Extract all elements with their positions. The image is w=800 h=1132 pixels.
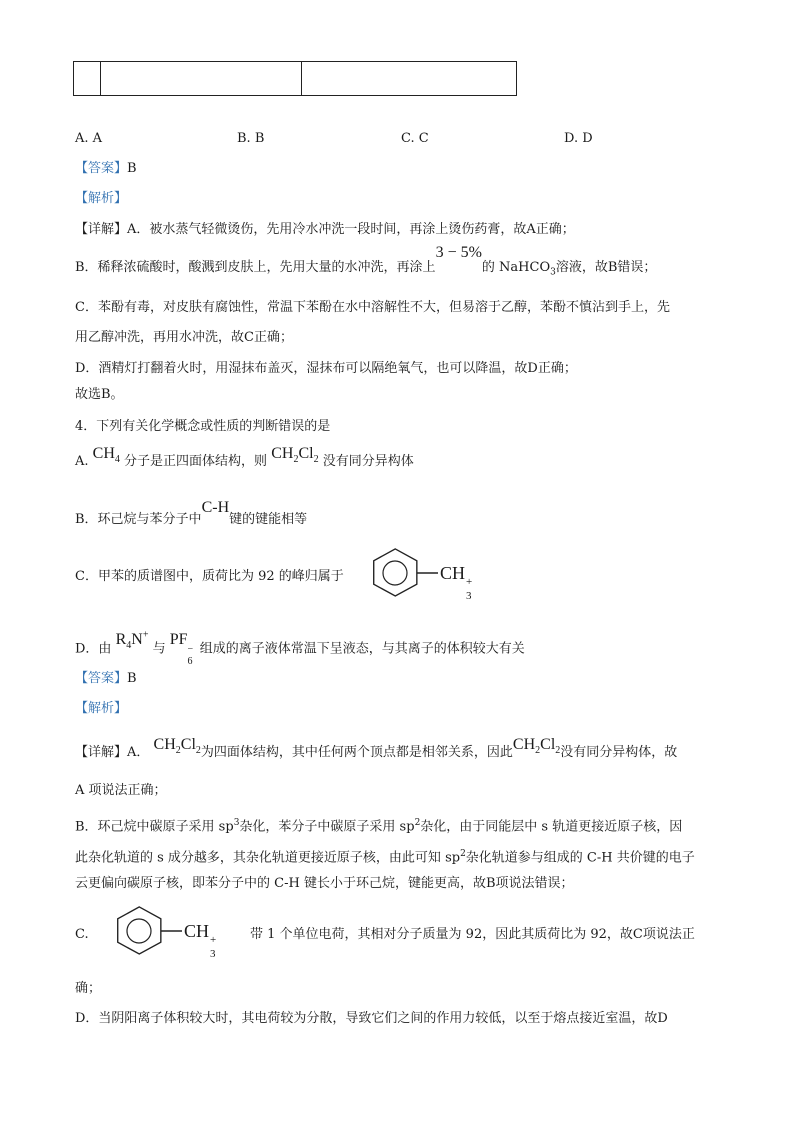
q3-line-c2: 用乙醇冲洗，再用水冲洗，故C正确； <box>75 330 293 345</box>
formula-text: R <box>115 631 127 649</box>
superscript: + <box>210 934 217 946</box>
option-letter: A. <box>75 454 89 469</box>
q3-line-b <box>75 244 657 282</box>
q4-explain-d: D．当阴阳离子体积较大时，其电荷较为分散，导致它们之间的作用力较低，以至于熔点接近室温，故D <box>75 1011 668 1026</box>
q4-explain-b1 <box>75 814 682 836</box>
explanation-text: 杂化轨道参与组成的 C-H 共价键的电子 <box>465 850 695 866</box>
formula-text: CH <box>271 445 294 462</box>
explanation-text: B．稀释浓硫酸时，酸溅到皮肤上，先用大量的水冲洗，再涂上 <box>75 260 436 275</box>
formula-text: CH <box>92 445 115 462</box>
formula-text: N <box>131 631 143 649</box>
q4-analysis-label: 【解析】 <box>75 701 128 716</box>
superscript: 3 <box>233 818 240 828</box>
explanation-text: 的 NaHCO <box>481 260 551 275</box>
formula-ch4 <box>92 445 120 466</box>
concentration-value: 3 − 5% <box>435 244 482 261</box>
option-text: 与 <box>152 641 166 657</box>
table-cell <box>74 62 101 96</box>
explanation-text: A．被水蒸气轻微烫伤，先用冷水冲洗一段时间，再涂上烫伤药膏，故A正确； <box>127 222 575 237</box>
formula-text: CH <box>184 921 210 941</box>
explanation-text: 此杂化轨道的 s 成分越多，其杂化轨道更接近原子核，由此可知 sp <box>75 850 461 866</box>
explanation-text: 溶液，故B错误； <box>555 260 657 275</box>
q4-option-b <box>75 499 308 534</box>
q3-line-c1: C．苯酚有毒，对皮肤有腐蚀性，常温下苯酚在水中溶解性不大，但易溶于乙醇，苯酚不慎沾到手上，先 <box>75 300 670 315</box>
option-text: D．由 <box>75 641 112 657</box>
formula-text: Cl <box>180 736 196 753</box>
q4-explain-b2 <box>75 845 695 867</box>
option-text: B．环己烷与苯分子中 <box>75 512 202 527</box>
subscript: 3 <box>466 590 472 602</box>
q4-option-d <box>75 630 525 669</box>
subscript: 6 <box>187 656 193 668</box>
answer-value: B <box>127 161 137 176</box>
q3-choice: 故选B。 <box>75 387 124 402</box>
option-text: 键的键能相等 <box>229 512 308 527</box>
q4-option-c: C．甲苯的质谱图中，质荷比为 92 的峰归属于 <box>75 569 344 584</box>
option-text: 分子是正四面体结构，则 <box>124 454 268 469</box>
explanation-text: 为四面体结构，其中任何两个顶点都是相邻关系，因此 <box>200 745 513 760</box>
q3-analysis-label: 【解析】 <box>75 191 128 206</box>
subscript: 4 <box>126 640 132 652</box>
superscript: + <box>142 630 149 641</box>
option-d: D. D <box>564 131 593 146</box>
methyl-cation-label <box>184 920 218 960</box>
q4-explain-c-label: C. <box>75 927 89 942</box>
q4-explain-a-line2: A 项说法正确； <box>75 783 167 798</box>
answer-label: 【答案】 <box>75 671 128 686</box>
subscript: 2 <box>535 745 541 757</box>
formula-anion <box>169 631 196 668</box>
subscript: 3 <box>210 948 216 960</box>
q4-explain-b3: 云更偏向碳原子核，即苯分子中的 C-H 键长小于环己烷，键能更高，故B项说法错误； <box>75 876 574 891</box>
table-cell <box>101 62 302 96</box>
answer-label: 【答案】 <box>75 161 128 176</box>
formula-text: CH <box>153 736 176 753</box>
formula-text: CH <box>512 736 536 753</box>
answer-value: B <box>127 671 137 686</box>
superscript: + <box>466 576 473 588</box>
benzene-ring-icon <box>112 906 184 956</box>
formula-cation <box>115 630 149 652</box>
q3-answer <box>75 160 137 178</box>
explanation-text: 杂化，苯分子中碳原子采用 sp <box>239 819 415 835</box>
superscript: − <box>187 644 194 656</box>
q4-option-a <box>75 447 414 481</box>
q3-line-a <box>75 221 575 239</box>
formula-ch2cl2 <box>153 736 201 757</box>
detail-label: 【详解】 <box>75 222 128 237</box>
subscript: 2 <box>293 454 299 466</box>
explanation-text: 没有同分异构体，故 <box>560 745 678 760</box>
option-c: C. C <box>401 131 429 146</box>
formula-ch2cl2 <box>271 445 319 466</box>
q4-stem: 4．下列有关化学概念或性质的判断错误的是 <box>75 419 331 434</box>
q3-line-d: D．酒精灯打翻着火时，用湿抹布盖灭，湿抹布可以隔绝氧气，也可以降温，故D正确； <box>75 361 577 376</box>
option-b: B. B <box>237 131 265 146</box>
q4-explain-c-line2: 确； <box>75 981 102 996</box>
methyl-cation-label <box>440 562 474 602</box>
option-text: 没有同分异构体 <box>322 454 414 469</box>
explanation-text: A． <box>127 745 150 760</box>
superscript: 2 <box>414 818 421 828</box>
subscript: 2 <box>195 745 201 757</box>
q4-explain-a <box>75 738 677 772</box>
subscript: 2 <box>313 454 319 466</box>
table-cell <box>302 62 517 96</box>
subscript: 2 <box>175 745 181 757</box>
explanation-text: 杂化，由于同能层中 s 轨道更接近原子核，因 <box>420 819 683 835</box>
formula-text: CH <box>440 563 466 583</box>
option-text: 组成的离子液体常温下呈液态，与其离子的体积较大有关 <box>199 641 525 657</box>
formula-ch-bond: C-H <box>201 499 230 516</box>
superscript: 2 <box>460 849 466 859</box>
explanation-text: B．环己烷中碳原子采用 sp <box>75 819 234 835</box>
q4-answer <box>75 670 137 688</box>
option-a: A. A <box>75 131 103 146</box>
formula-text: Cl <box>540 736 556 753</box>
subscript: 3 <box>550 267 556 278</box>
benzene-ring-icon <box>368 548 440 598</box>
q4-explain-c: 带 1 个单位电荷，其相对分子质量为 92，因此其质荷比为 92，故C项说法正 <box>250 927 695 942</box>
detail-label: 【详解】 <box>75 745 128 760</box>
answer-table-fragment <box>73 61 517 96</box>
subscript: 2 <box>555 745 561 757</box>
formula-text: Cl <box>298 445 314 462</box>
formula-text: PF <box>169 631 188 649</box>
formula-ch2cl2 <box>512 736 561 757</box>
subscript: 4 <box>114 454 120 466</box>
